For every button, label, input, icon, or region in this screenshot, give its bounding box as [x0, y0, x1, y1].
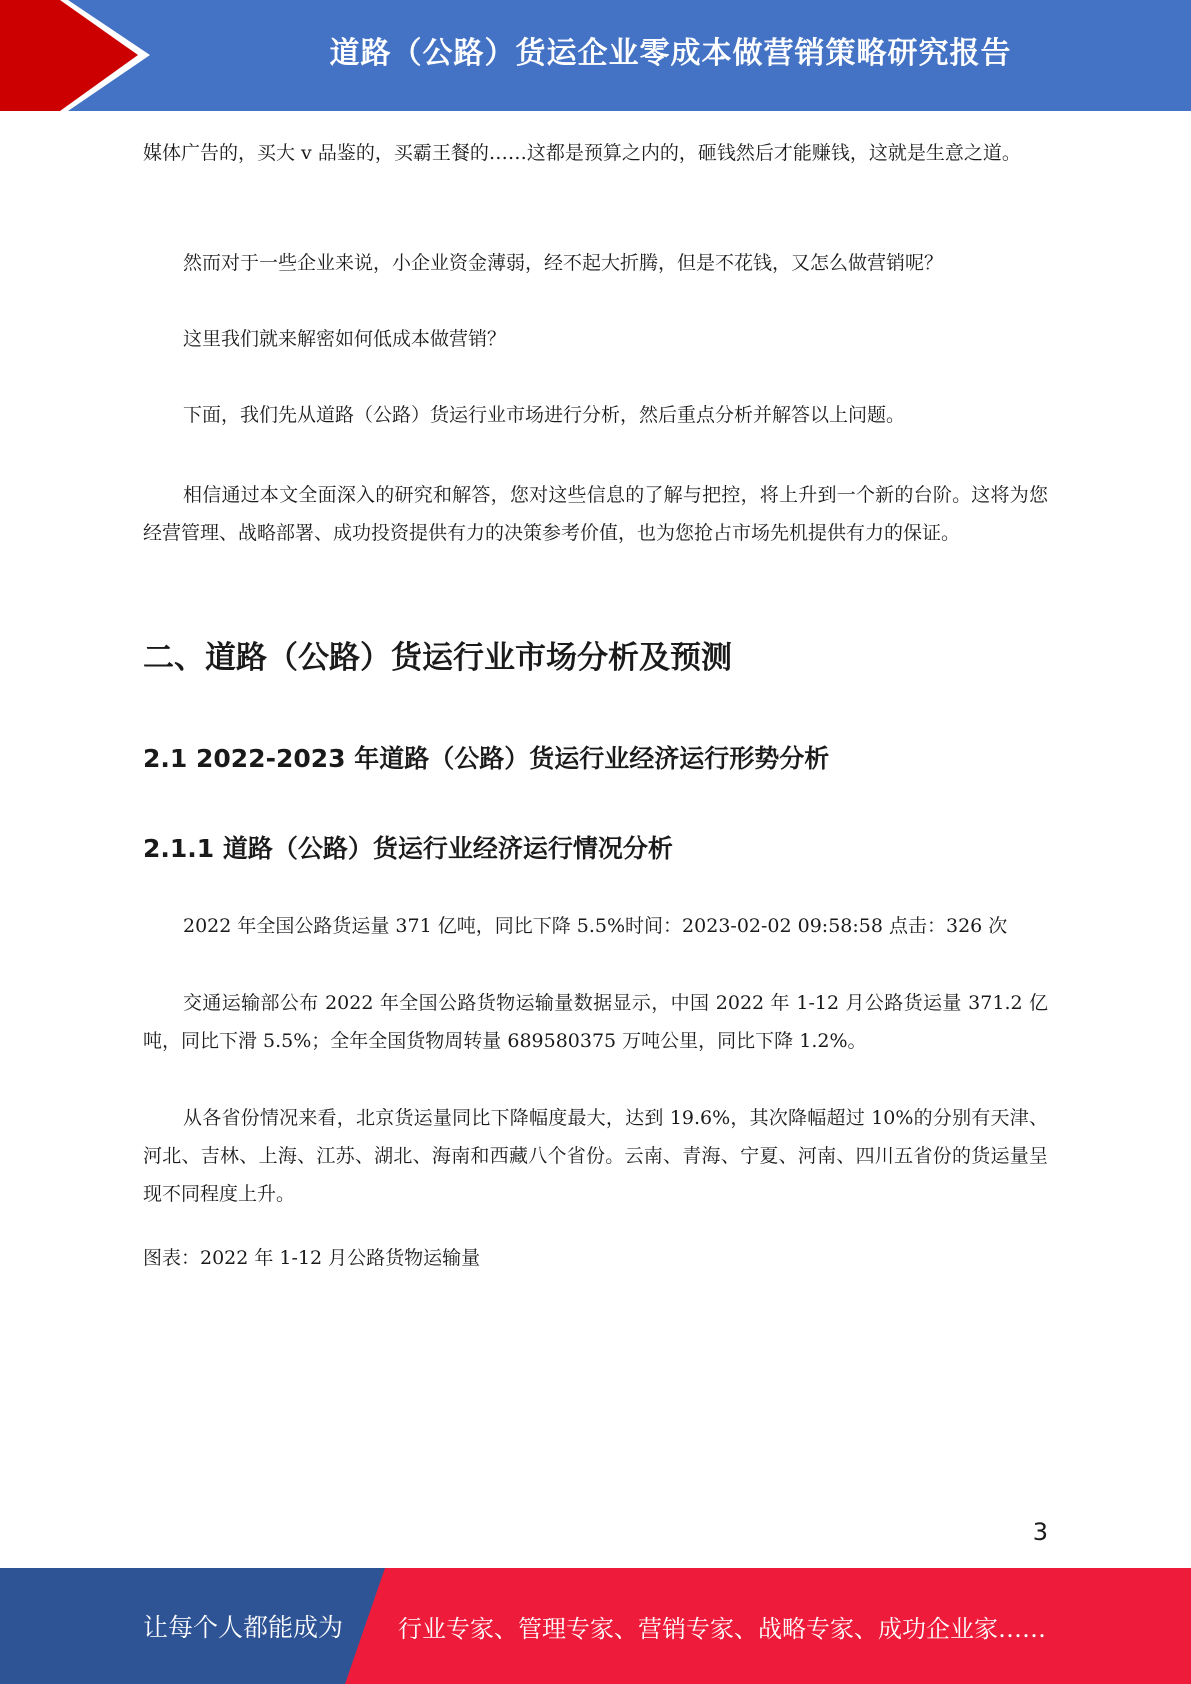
figure-caption: 图表：2022 年 1-12 月公路货物运输量 [143, 1247, 481, 1269]
page-header [0, 0, 1191, 111]
header-title: 道路（公路）货运企业零成本做营销策略研究报告 [329, 36, 1012, 71]
footer-slogan-left: 让每个人都能成为 [143, 1613, 344, 1642]
subsection-heading: 2.1 2022-2023 年道路（公路）货运行业经济运行形势分析 [143, 744, 830, 773]
page-footer [0, 1568, 1191, 1684]
paragraph: 下面，我们先从道路（公路）货运行业市场进行分析，然后重点分析并解答以上问题。 [183, 404, 906, 426]
paragraph: 交通运输部公布 2022 年全国公路货物运输量数据显示，中国 2022 年 1-12 月公路货运量 371.2 亿吨，同比下滑 5.5%；全年全国货物周转量 689580375 万吨公里，同比下降 1.2%。 [143, 992, 1048, 1052]
paragraph: 然而对于一些企业来说，小企业资金薄弱，经不起大折腾，但是不花钱，又怎么做营销呢？ [183, 252, 944, 274]
paragraph: 从各省份情况来看，北京货运量同比下降幅度最大，达到 19.6%，其次降幅超过 10%的分别有天津、河北、吉林、上海、江苏、湖北、海南和西藏八个省份。云南、青海、宁夏、河南、四川五省份的货运量呈现不同程度上升。 [143, 1107, 1048, 1205]
paragraph: 这里我们就来解密如何低成本做营销？ [183, 328, 507, 350]
paragraph: 2022 年全国公路货运量 371 亿吨，同比下降 5.5%时间：2023-02-02 09:58:58 点击：326 次 [183, 915, 1008, 937]
paragraph: 媒体广告的，买大 v 品鉴的，买霸王餐的……这都是预算之内的，砸钱然后才能赚钱，这就是生意之道。 [143, 142, 1021, 164]
paragraph: 相信通过本文全面深入的研究和解答，您对这些信息的了解与把控，将上升到一个新的台阶。这将为您经营管理、战略部署、成功投资提供有力的决策参考价值，也为您抢占市场先机提供有力的保证。 [143, 484, 1048, 544]
footer-slogan-right: 行业专家、管理专家、营销专家、战略专家、成功企业家…… [398, 1614, 1046, 1643]
page-number: 3 [1032, 1518, 1048, 1546]
subsubsection-heading: 2.1.1 道路（公路）货运行业经济运行情况分析 [143, 834, 673, 863]
section-heading: 二、道路（公路）货运行业市场分析及预测 [143, 640, 732, 676]
